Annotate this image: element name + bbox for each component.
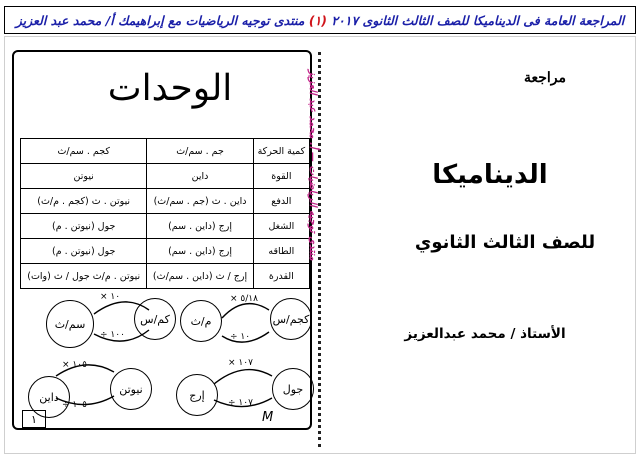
table-header-cell: كمية الحركة: [253, 139, 309, 164]
table-cell: الشغل: [253, 214, 309, 239]
op-label: × ١٠٥: [62, 360, 87, 370]
cover-label-review: مراجعة: [523, 70, 567, 86]
header-text-main: المراجعة العامة فى الديناميكا للصف الثالث الثانوى ٢٠١٧: [331, 12, 625, 28]
op-label: ÷ ١٠٥: [62, 400, 87, 410]
unit-circle-newton: نيوتن: [110, 368, 152, 410]
table-cell: الطاقه: [253, 239, 309, 264]
units-table: [20, 138, 310, 289]
table-row: [21, 189, 310, 214]
table-cell: جول (نيوتن . م): [21, 214, 147, 239]
table-row: [21, 214, 310, 239]
header-banner: [4, 6, 636, 34]
table-cell: الدفع: [253, 189, 309, 214]
table-cell: إرج (داين . سم): [147, 214, 253, 239]
unit-circle-m-s: م/ث: [180, 300, 222, 342]
side-text: منتدى توجيه الرياضيات — أ. محمد عبد العزيز: [307, 70, 318, 261]
unit-circle-joule: جول: [272, 368, 314, 410]
cover-title-dynamics: الديناميكا: [432, 160, 548, 190]
op-label: × ١٠٧: [228, 358, 253, 368]
unit-circle-km-h: كم/س: [134, 298, 176, 340]
cover-grade: للصف الثالث الثانوي: [414, 232, 596, 253]
page-number: ١: [22, 410, 46, 428]
side-vertical-text: [307, 70, 332, 430]
arrow-path: [222, 304, 269, 318]
table-cell: داين: [147, 164, 253, 189]
unit-circle-erg: إرج: [176, 374, 218, 416]
table-header-row: [21, 139, 310, 164]
header-text-tail: منتدى توجيه الرياضيات مع إبراهيمك أ/ محمد عبد العزيز: [15, 12, 305, 28]
table-row: [21, 239, 310, 264]
table-row: [21, 164, 310, 189]
unit-circle-cm-s: سم/ث: [46, 300, 94, 348]
unit-circle-dyne: داين: [28, 376, 70, 418]
table-cell: نيوتن: [21, 164, 147, 189]
table-cell: إرج (داين . سم): [147, 239, 253, 264]
table-cell: نيوتن . ث (كجم . م/ث): [21, 189, 147, 214]
table-cell: نيوتن . م/ث جول / ث (وات): [21, 264, 147, 289]
corner-mark: M: [262, 410, 274, 425]
table-header-cell: جم . سم/ث: [147, 139, 253, 164]
units-title: الوحدات: [107, 68, 233, 109]
op-label: ÷ ١٠٧: [228, 398, 253, 408]
op-label: ÷ ١٠: [230, 332, 251, 342]
op-label: × ٥/١٨: [230, 294, 258, 304]
header-number: (١): [308, 12, 327, 28]
op-label: ÷ ١٠٠: [100, 330, 125, 340]
table-cell: القوة: [253, 164, 309, 189]
cover-teacher: الأستاذ / محمد عبدالعزيز: [404, 326, 566, 342]
table-cell: إرج / ث (داين . سم/ث): [147, 264, 253, 289]
arrow-path: [214, 370, 272, 384]
unit-circle-kg-s: كجم/س: [270, 298, 312, 340]
table-cell: جول (نيوتن . م): [21, 239, 147, 264]
table-cell: القدرة: [253, 264, 309, 289]
table-header-cell: كجم . سم/ث: [21, 139, 147, 164]
table-cell: داين . ث (جم . سم/ث): [147, 189, 253, 214]
op-label: × ١٠: [100, 292, 121, 302]
